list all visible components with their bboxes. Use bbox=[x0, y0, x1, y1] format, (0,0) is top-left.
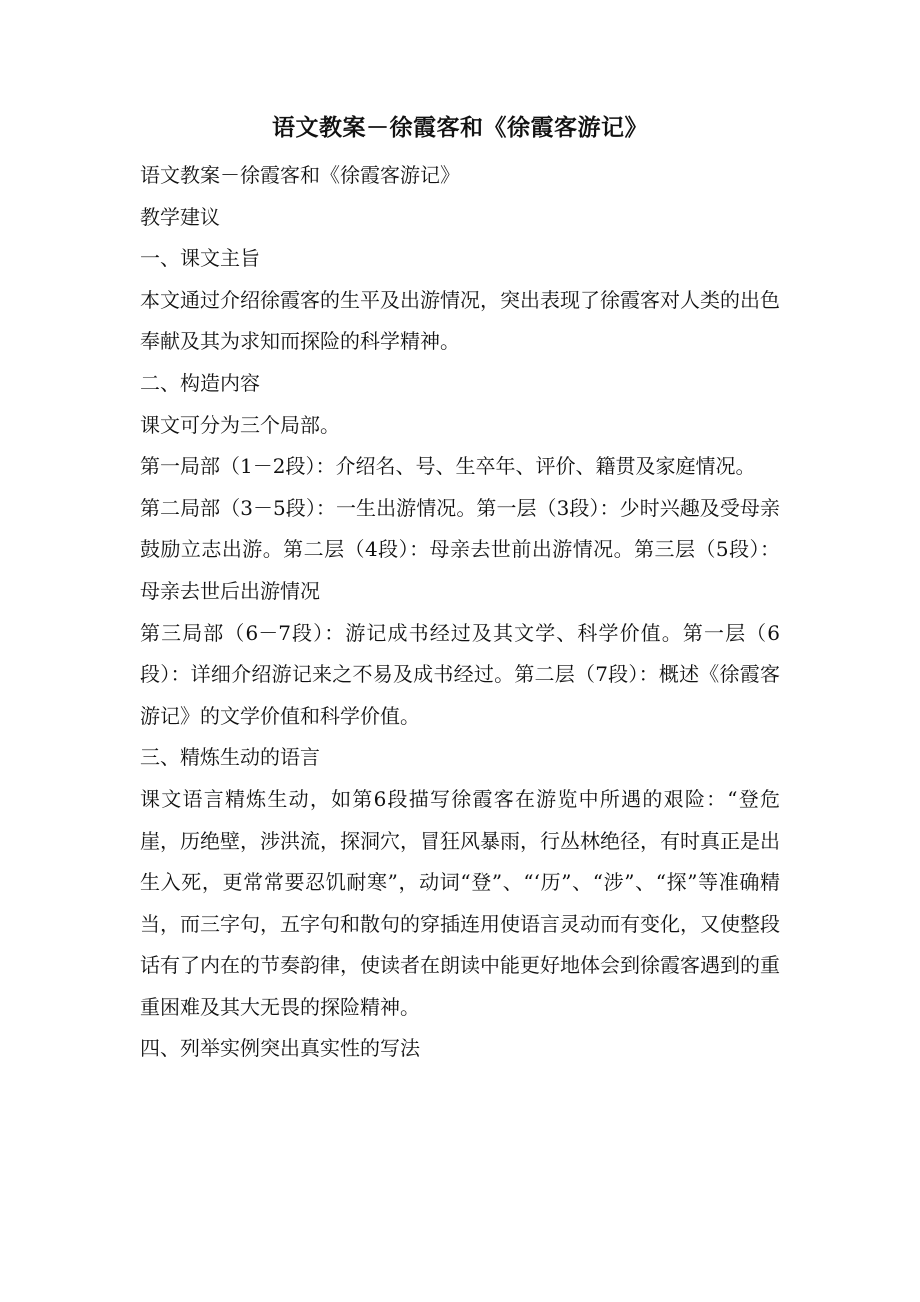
paragraph-part-two: 第二局部（3－5段）：一生出游情况。第一层（3段）：少时兴趣及受母亲鼓励立志出游。第二层（4段）：母亲去世前出游情况。第三层（5段）：母亲去世后出游情况 bbox=[140, 495, 780, 603]
paragraph-subtitle: 语文教案－徐霞客和《徐霞客游记》 bbox=[140, 163, 460, 187]
document-title: 语文教案－徐霞客和《徐霞客游记》 bbox=[272, 114, 648, 141]
heading-language: 三、精炼生动的语言 bbox=[140, 745, 320, 770]
paragraph-structure-intro: 课文可分为三个局部。 bbox=[140, 412, 340, 437]
paragraph-part-three: 第三局部（6－7段）：游记成书经过及其文学、科学价值。第一层（6段）：详细介绍游记来之不易及成书经过。第二层（7段）：概述《徐霞客游记》的文学价值和科学价值。 bbox=[140, 620, 780, 728]
heading-main-idea: 一、课文主旨 bbox=[140, 246, 260, 271]
paragraph-part-one: 第一局部（1－2段）：介绍名、号、生卒年、评价、籍贯及家庭情况。 bbox=[140, 454, 756, 479]
heading-structure: 二、构造内容 bbox=[140, 370, 260, 395]
paragraph-language: 课文语言精炼生动，如第6段描写徐霞客在游览中所遇的艰险：“登危崖，历绝壁，涉洪流，探洞穴，冒狂风暴雨，行丛林绝径，有时真正是出生入死，更常常要忍饥耐寒”，动词“登”、“‘历”、“涉”、“探”等准确精当，而三字句，五字句和散句的穿插连用使语言灵动而有变化，又使整段话有了内在的节奏韵律，使读者在朗读中能更好地体会到徐霞客遇到的重重困难及其大无畏的探险精神。 bbox=[140, 786, 780, 1019]
heading-examples: 四、列举实例突出真实性的写法 bbox=[140, 1036, 420, 1061]
document-body bbox=[140, 155, 780, 1070]
paragraph-teaching-suggestions: 教学建议 bbox=[140, 204, 220, 229]
paragraph-main-idea: 本文通过介绍徐霞客的生平及出游情况，突出表现了徐霞客对人类的出色奉献及其为求知而探险的科学精神。 bbox=[140, 287, 780, 354]
